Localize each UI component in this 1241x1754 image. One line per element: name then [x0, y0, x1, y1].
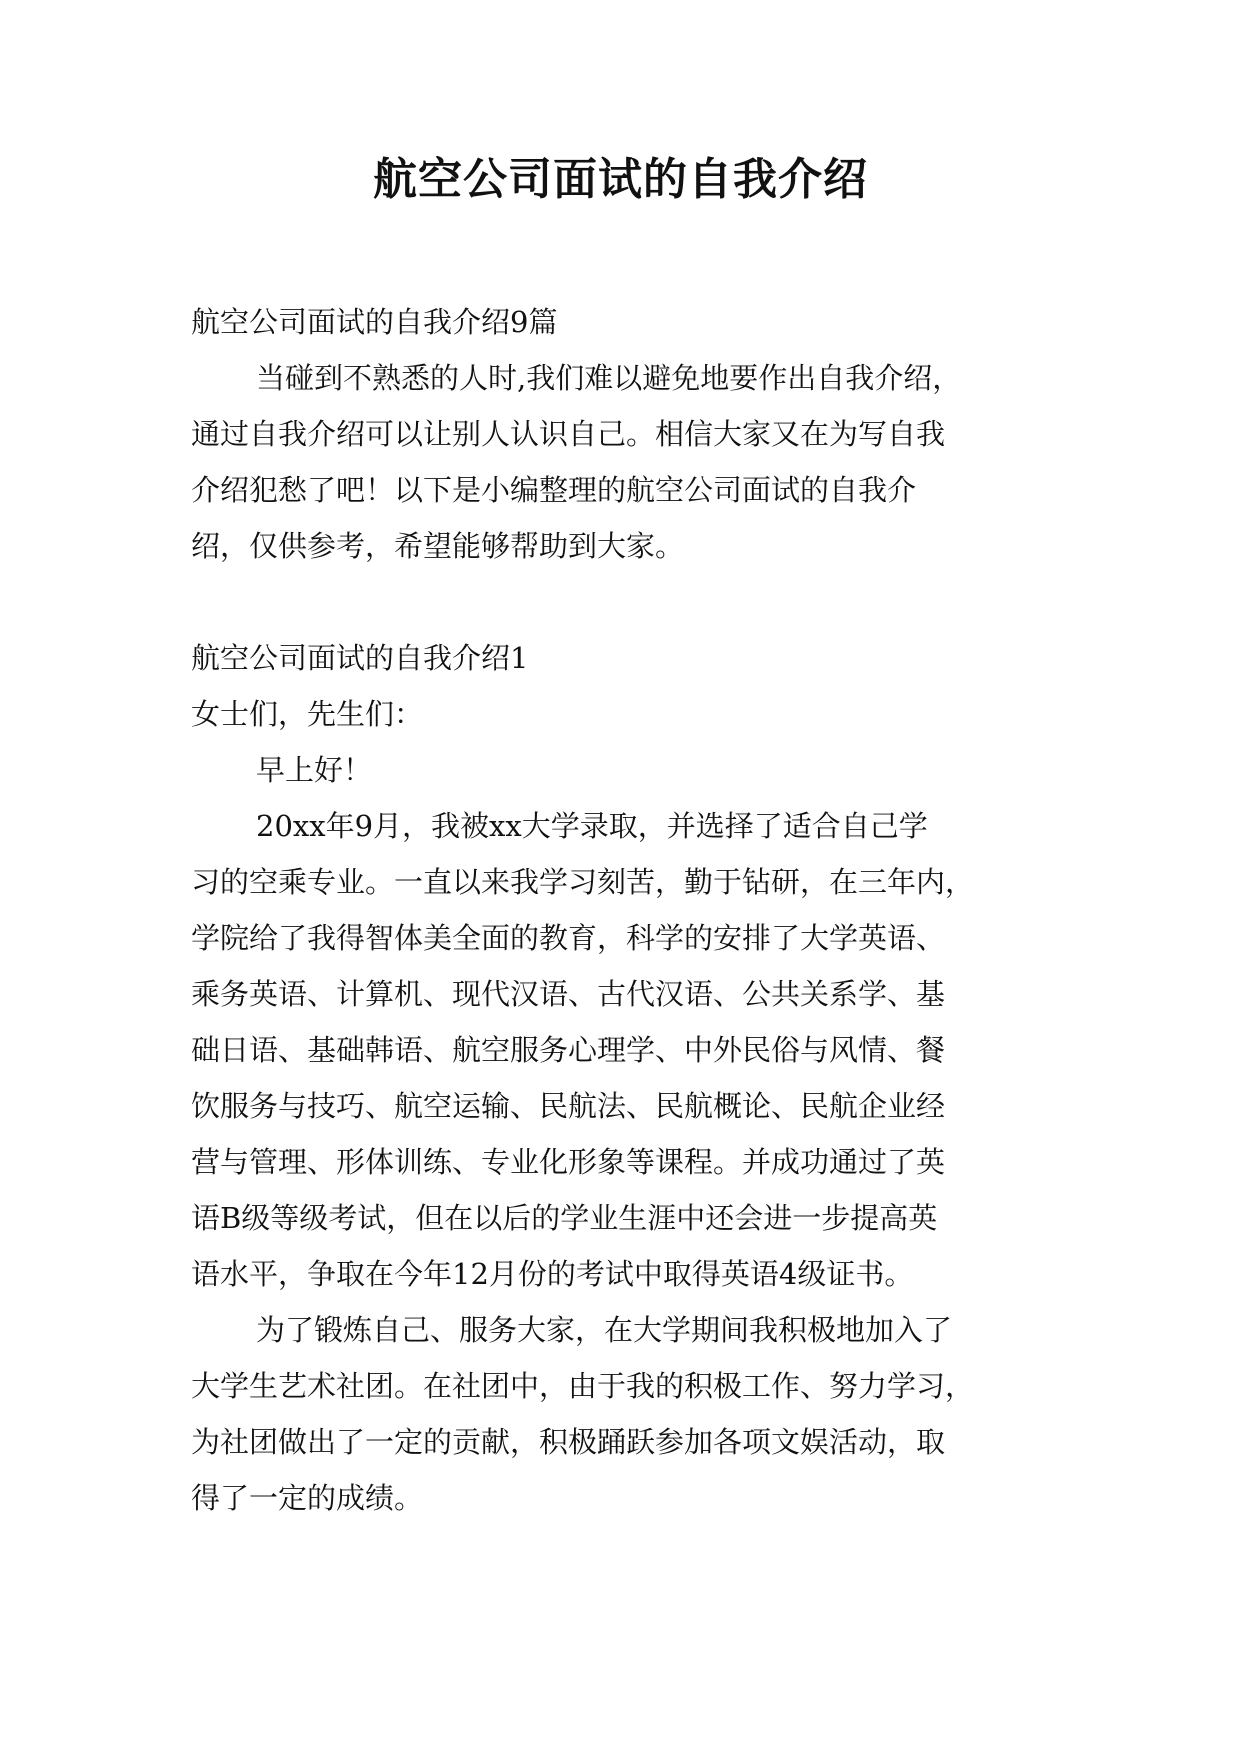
paragraph-line-3: 学院给了我得智体美全面的教育，科学的安排了大学英语、	[191, 921, 946, 955]
paragraph-line-7: 营与管理、形体训练、专业化形象等课程。并成功通过了英	[191, 1145, 946, 1179]
paragraph-line-8: 语B级等级考试，但在以后的学业生涯中还会进一步提高英	[191, 1201, 938, 1235]
paragraph-line-13: 得了一定的成绩。	[191, 1481, 424, 1515]
subtitle-line: 航空公司面试的自我介绍9篇	[191, 305, 558, 339]
paragraph-line-9: 语水平，争取在今年12月份的考试中取得英语4级证书。	[191, 1257, 914, 1291]
section-heading: 航空公司面试的自我介绍1	[191, 641, 529, 675]
paragraph-line-11: 大学生艺术社团。在社团中，由于我的积极工作、努力学习，	[191, 1369, 975, 1403]
paragraph-line-6: 饮服务与技巧、航空运输、民航法、民航概论、民航企业经	[191, 1089, 946, 1123]
paragraph-line-10: 为了锻炼自己、服务大家，在大学期间我积极地加入了	[256, 1313, 953, 1347]
salutation-line: 女士们，先生们：	[191, 697, 424, 731]
paragraph-line-12: 为社团做出了一定的贡献，积极踊跃参加各项文娱活动，取	[191, 1425, 946, 1459]
intro-line-3: 介绍犯愁了吧！以下是小编整理的航空公司面试的自我介	[191, 473, 917, 507]
document-body	[191, 294, 1053, 1526]
intro-line-1: 当碰到不熟悉的人时,我们难以避免地要作出自我介绍，	[256, 361, 962, 395]
section-gap	[191, 574, 1053, 630]
paragraph-line-2: 习的空乘专业。一直以来我学习刻苦，勤于钻研，在三年内，	[191, 865, 975, 899]
paragraph-line-1: 20xx年9月，我被xx大学录取，并选择了适合自己学	[256, 809, 928, 843]
paragraph-line-5: 础日语、基础韩语、航空服务心理学、中外民俗与风情、餐	[191, 1033, 946, 1067]
paragraph-line-4: 乘务英语、计算机、现代汉语、古代汉语、公共关系学、基	[191, 977, 946, 1011]
document-title: 航空公司面试的自我介绍	[373, 154, 868, 205]
intro-line-2: 通过自我介绍可以让别人认识自己。相信大家又在为写自我	[191, 417, 946, 451]
greeting-line: 早上好！	[256, 753, 373, 787]
intro-line-4: 绍，仅供参考，希望能够帮助到大家。	[191, 529, 685, 563]
